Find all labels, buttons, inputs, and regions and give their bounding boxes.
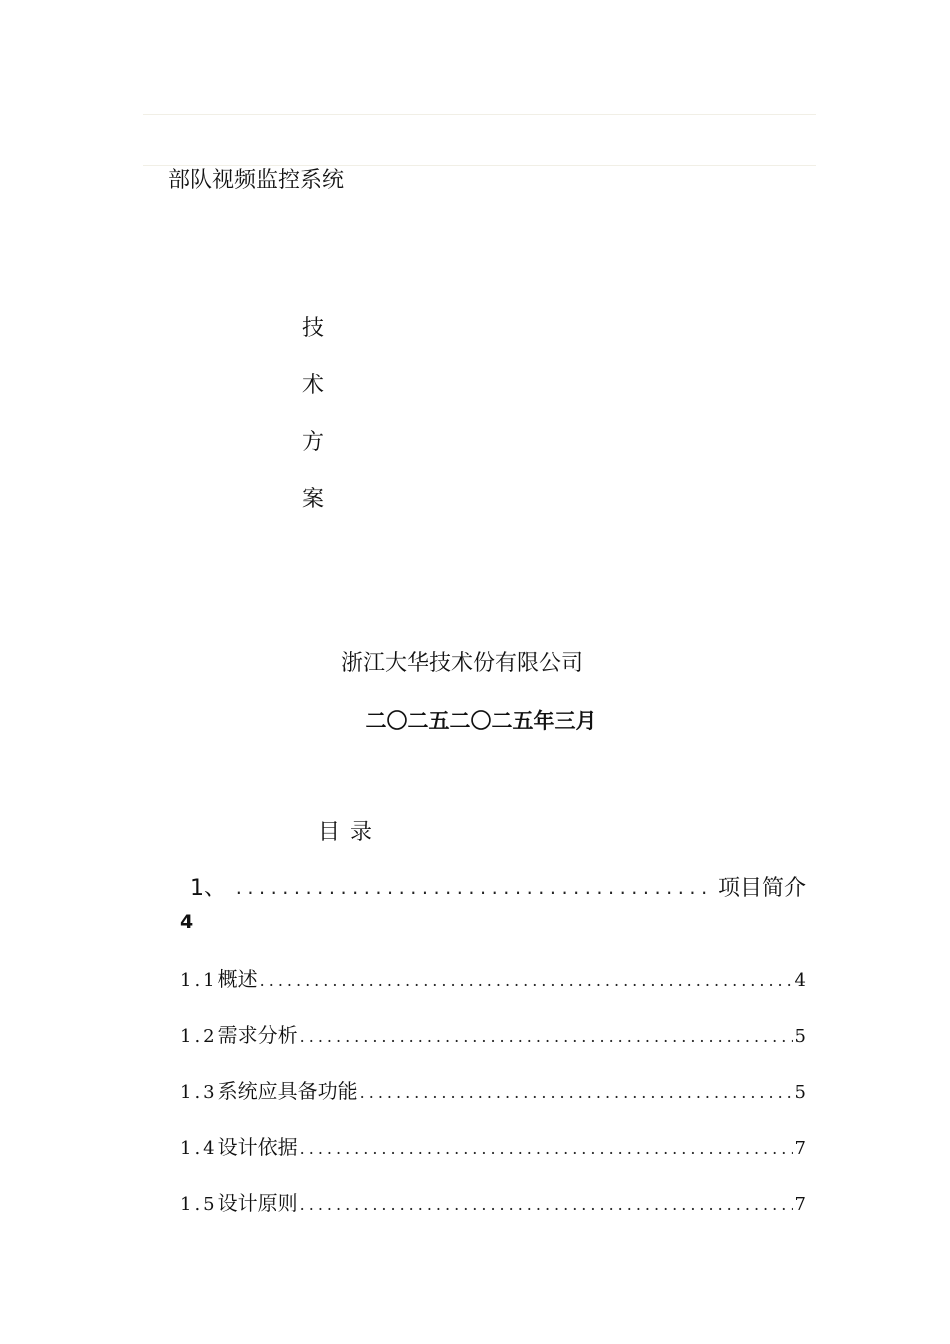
toc-entry-number: 1.1	[180, 970, 218, 991]
toc-entry-number: 1、	[190, 876, 226, 901]
toc-entry[interactable]	[180, 1132, 806, 1162]
header-rule-top	[143, 114, 816, 115]
toc-entry-label: 设计依据	[217, 1135, 298, 1159]
toc-leader-dots	[234, 872, 706, 906]
toc-heading: 目录	[318, 820, 383, 845]
subtitle-char: 方	[301, 430, 324, 455]
toc-entry-number: 1.3	[180, 1082, 218, 1103]
subtitle-char: 技	[301, 316, 324, 341]
toc-entry-label: 系统应具备功能	[217, 1079, 358, 1103]
company-name: 浙江大华技术份有限公司	[340, 651, 583, 676]
toc-entry-label: 项目简介	[717, 876, 806, 901]
toc-entry-page: 5	[794, 1026, 806, 1047]
subtitle-char: 术	[301, 373, 324, 398]
toc-entry-number: 1.2	[180, 1026, 218, 1047]
toc-entry-label: 需求分析	[217, 1023, 298, 1047]
subtitle-char: 案	[301, 487, 324, 512]
toc-entry-label: 概述	[217, 967, 258, 991]
toc-entry[interactable]	[180, 1188, 806, 1218]
toc-leader-dots	[300, 1190, 793, 1220]
document-date: 二〇二五二〇二五年三月	[365, 709, 597, 733]
toc-entry-page: 4	[180, 911, 194, 933]
toc-leader-dots	[300, 1022, 793, 1052]
toc-entry[interactable]	[180, 1076, 806, 1106]
toc-entry-page: 7	[794, 1194, 806, 1215]
document-title: 部队视频监控系统	[168, 168, 345, 193]
toc-entry-label: 设计原则	[217, 1191, 298, 1215]
toc-entry-page: 5	[794, 1082, 806, 1103]
toc-leader-dots	[360, 1078, 793, 1108]
toc-entry-number: 1.4	[180, 1138, 218, 1159]
toc-entry[interactable]	[180, 1020, 806, 1050]
toc-leader-dots	[260, 966, 793, 996]
toc-entry-main[interactable]	[180, 872, 806, 906]
toc-leader-dots	[300, 1134, 793, 1164]
toc-entry-page: 7	[794, 1138, 806, 1159]
toc-entry-number: 1.5	[180, 1194, 218, 1215]
toc-entry[interactable]	[180, 964, 806, 994]
toc-entry-page: 4	[794, 970, 806, 991]
vertical-subtitle	[298, 312, 328, 540]
